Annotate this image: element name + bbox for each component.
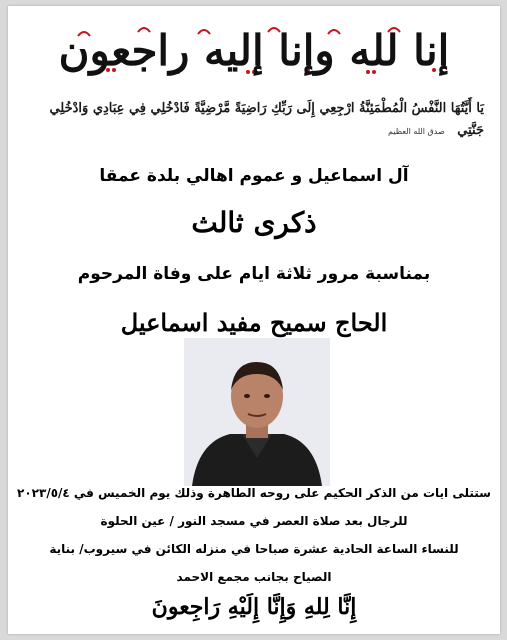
deceased-photo (184, 338, 330, 486)
occasion-line: بمناسبة مرور ثلاثة ايام على وفاة المرحوم (77, 264, 431, 284)
detail-line-2: للرجال بعد صلاة العصر في مسجد النور / عين الحلوة (100, 514, 408, 528)
portrait-image (184, 338, 330, 486)
calligraphy-title: إنا لله وإنا إليه راجعون (58, 26, 450, 75)
obituary-sheet (8, 6, 500, 634)
closing-verse: إِنَّا لِلهِ وَإِنَّا إِلَيْهِ رَاجِعونَ (151, 594, 357, 620)
quran-verse (22, 98, 484, 143)
memorial-title: ذكرى ثالث (191, 206, 317, 239)
deceased-name: الحاج سميح مفيد اسماعيل (120, 308, 388, 337)
family-line: آل اسماعيل و عموم اهالي بلدة عمقا (99, 166, 409, 186)
detail-line-3: للنساء الساعة الحادية عشرة صباحا في منزله الكائن في سيروب/ بناية (49, 542, 459, 556)
detail-line-1: ستتلى ايات من الذكر الحكيم على روحه الطاهرة وذلك يوم الخميس في ٢٠٢٣/٥/٤ (17, 486, 491, 500)
quran-verse-text: يَا أَيَّتُهَا النَّفْسُ الْمُطْمَئِنَّةُ ارْجِعِي إِلَى رَبِّكِ رَاضِيَةً مَّرْضِيَّةً فَادْخُلِي فِي عِبَادِي وَادْخُلِي جَنَّتِي (49, 101, 484, 138)
detail-line-4: الصياح بجانب مجمع الاحمد (176, 570, 332, 584)
verse-attribution: صدق الله العظيم (388, 127, 445, 136)
calligraphy-header (48, 12, 460, 90)
